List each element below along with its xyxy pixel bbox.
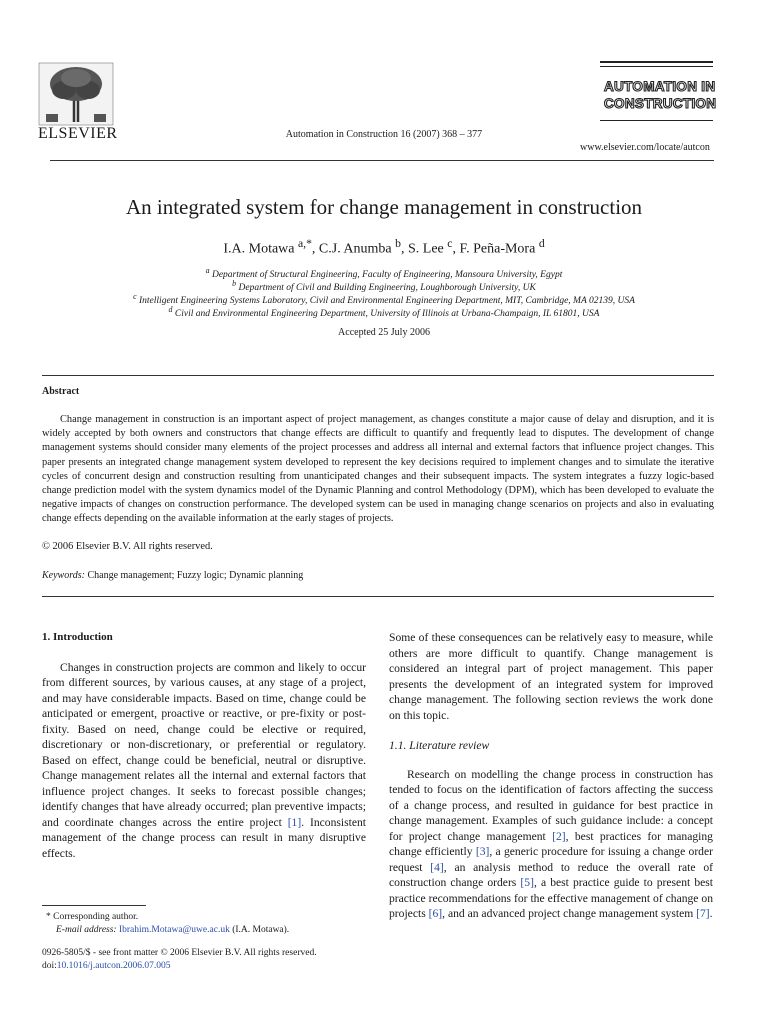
author-name: S. Lee	[407, 241, 444, 257]
abstract-heading: Abstract	[42, 386, 80, 397]
keywords-text: Change management; Fuzzy logic; Dynamic planning	[87, 570, 304, 581]
email-link[interactable]: Ibrahim.Motawa@uwe.ac.uk	[118, 925, 230, 935]
literature-review-paragraph	[389, 767, 713, 922]
author-name: C.J. Anumba	[318, 241, 392, 257]
accepted-date: Accepted 25 July 2006	[338, 327, 430, 338]
author-affiliation-mark: a,*	[298, 237, 312, 250]
footnote-asterisk: *	[46, 912, 51, 922]
affiliation-text: Department of Civil and Building Engineering, Loughborough University, UK	[238, 283, 536, 294]
corresponding-author-note	[46, 911, 138, 924]
journal-logo-line: CONSTRUCTION	[604, 96, 717, 111]
paragraph-text: , best practices for managing change efficiently	[389, 829, 713, 858]
section-heading: 1. Introduction	[42, 631, 113, 643]
affiliation-mark: b	[232, 279, 237, 288]
abstract-top-rule	[42, 375, 714, 376]
left-column	[42, 630, 366, 861]
citation-link[interactable]: [3]	[475, 845, 490, 858]
keywords	[42, 570, 303, 581]
citation-link[interactable]: [5]	[520, 876, 534, 889]
affiliation-text: Intelligent Engineering Systems Laboratory, Civil and Environmental Engineering Department, MIT, Cambridge, MA 02139, USA	[139, 296, 635, 307]
journal-logo-rule	[600, 120, 713, 121]
email-note	[56, 924, 289, 937]
paragraph-text: Research on modelling the change process in construction has tended to focus on the identification of factors affecting the success of a change process, and resulted in guidance for best practice in change management. Examples of such guidance include: a concept for project change management	[389, 767, 713, 843]
abstract-copyright: © 2006 Elsevier B.V. All rights reserved.	[42, 541, 213, 552]
citation-link[interactable]: [7]	[696, 907, 710, 920]
affiliation-mark: a	[205, 266, 210, 275]
header-divider	[50, 160, 714, 161]
affiliation	[0, 305, 768, 319]
affiliation-text: Department of Structural Engineering, Faculty of Engineering, Mansoura University, Egypt	[211, 270, 563, 281]
paragraph-text: , and an advanced project change management system	[442, 907, 697, 920]
doi-note	[42, 960, 171, 973]
journal-website-link[interactable]: www.elsevier.com/locate/autcon	[580, 142, 710, 153]
author-affiliation-mark: c	[447, 237, 453, 250]
journal-logo	[604, 78, 716, 112]
email-suffix: (I.A. Motawa).	[232, 925, 290, 935]
abstract-bottom-rule	[42, 596, 714, 597]
author-affiliation-mark: d	[538, 237, 545, 250]
paper-title: An integrated system for change management in construction	[125, 195, 643, 219]
citation-link[interactable]: [6]	[428, 907, 443, 920]
publisher-name: ELSEVIER	[38, 125, 118, 142]
subsection-heading: 1.1. Literature review	[389, 739, 490, 752]
abstract-body: Change management in construction is an important aspect of project management, as changes constitute a major cause of delay and disruption, and it is widely accepted by both owners and constructors that change effects are difficult to quantify and frequently lead to disputes. The development of change management systems should consider many elements of the project processes and address all internal and external factors that influence project changes. This paper presents an integrated change management system developed to represent the key decisions required to implement changes and to simulate the iterative cycles of concurrent design and construction resulting from unanticipated changes and their subsequent impacts. The system integrates a fuzzy logic-based change prediction model with the system dynamics model of the Dynamic Planning and control Methodology (DPM), which has been developed to evaluate the negative impacts of changes on construction performance. The developed system can be used in managing change scenarios on projects and also in evaluating change effects depending on the available information at the early stages of projects.	[42, 414, 714, 525]
citation-link[interactable]: [2]	[552, 829, 566, 843]
paragraph-text: .	[709, 907, 713, 920]
author-name: I.A. Motawa	[223, 241, 295, 257]
footnote-text: Corresponding author.	[53, 912, 139, 922]
email-label: E-mail address:	[56, 925, 117, 935]
citation-link[interactable]: [1]	[287, 815, 302, 829]
author-affiliation-mark: b	[395, 237, 401, 250]
issn-note: 0926-5805/$ - see front matter © 2006 Elsevier B.V. All rights reserved.	[42, 948, 317, 958]
affiliation-mark: c	[133, 292, 137, 301]
paragraph-text: , a best practice guide to present best practice recommendations for the effective management of change on projects	[389, 876, 713, 920]
journal-logo-rule	[600, 66, 713, 67]
right-column	[389, 630, 713, 922]
journal-logo-rule	[600, 61, 713, 63]
paragraph-text: , an analysis method to reduce the overall rate of construction change orders	[389, 860, 713, 889]
intro-paragraph	[42, 660, 366, 862]
paragraph-text: , a generic procedure for issuing a change order request	[389, 845, 713, 874]
doi-label: doi:	[42, 961, 57, 971]
journal-logo-line: AUTOMATION IN	[604, 79, 716, 94]
elsevier-tree-logo	[38, 62, 114, 126]
citation-link[interactable]: [4]	[430, 860, 444, 874]
paragraph-text: . Inconsistent management of the change process can result in many disruptive effects.	[42, 815, 366, 860]
author-list: I.A. Motawa $^{a,*}$, C.J. Anumba $^b$, S. Lee $^c$, F. Peña-Mora $^d$	[223, 237, 545, 257]
author-name: F. Peña-Mora	[459, 241, 536, 257]
affiliation-mark: d	[168, 305, 173, 314]
affiliation-text: Civil and Environmental Engineering Department, University of Illinois at Urbana-Champaign, IL 61801, USA	[174, 309, 600, 320]
paragraph-text: Changes in construction projects are common and likely to occur from different sources, by various causes, at any stage of a project, and may have considerable impacts. Based on time, change could be anticipated or emergent, proactive or reactive, or pre-fixity or post-fixity. Based on need, change could be elective or required, discretionary or non-discretionary, or preferential or regulatory. Based on effect, change could be beneficial, neutral or disruptive. Change management relates all the internal and external factors that influence project changes. It seeks to forecast possible changes; identify changes that have already occurred; plan preventive impacts; and coordinate changes across the entire project	[42, 660, 366, 829]
keywords-label: Keywords:	[42, 570, 85, 581]
doi-link[interactable]: 10.1016/j.autcon.2006.07.005	[56, 961, 171, 971]
intro-paragraph-continued: Some of these consequences can be relatively easy to measure, while others are more difficult to quantify. Change management is considered an integral part of project management. This paper presents the development of an integrated system for improved change management. The following section reviews the work done on this topic.	[389, 631, 713, 722]
footnote-rule	[42, 905, 146, 906]
journal-citation: Automation in Construction 16 (2007) 368 – 377	[285, 129, 483, 140]
